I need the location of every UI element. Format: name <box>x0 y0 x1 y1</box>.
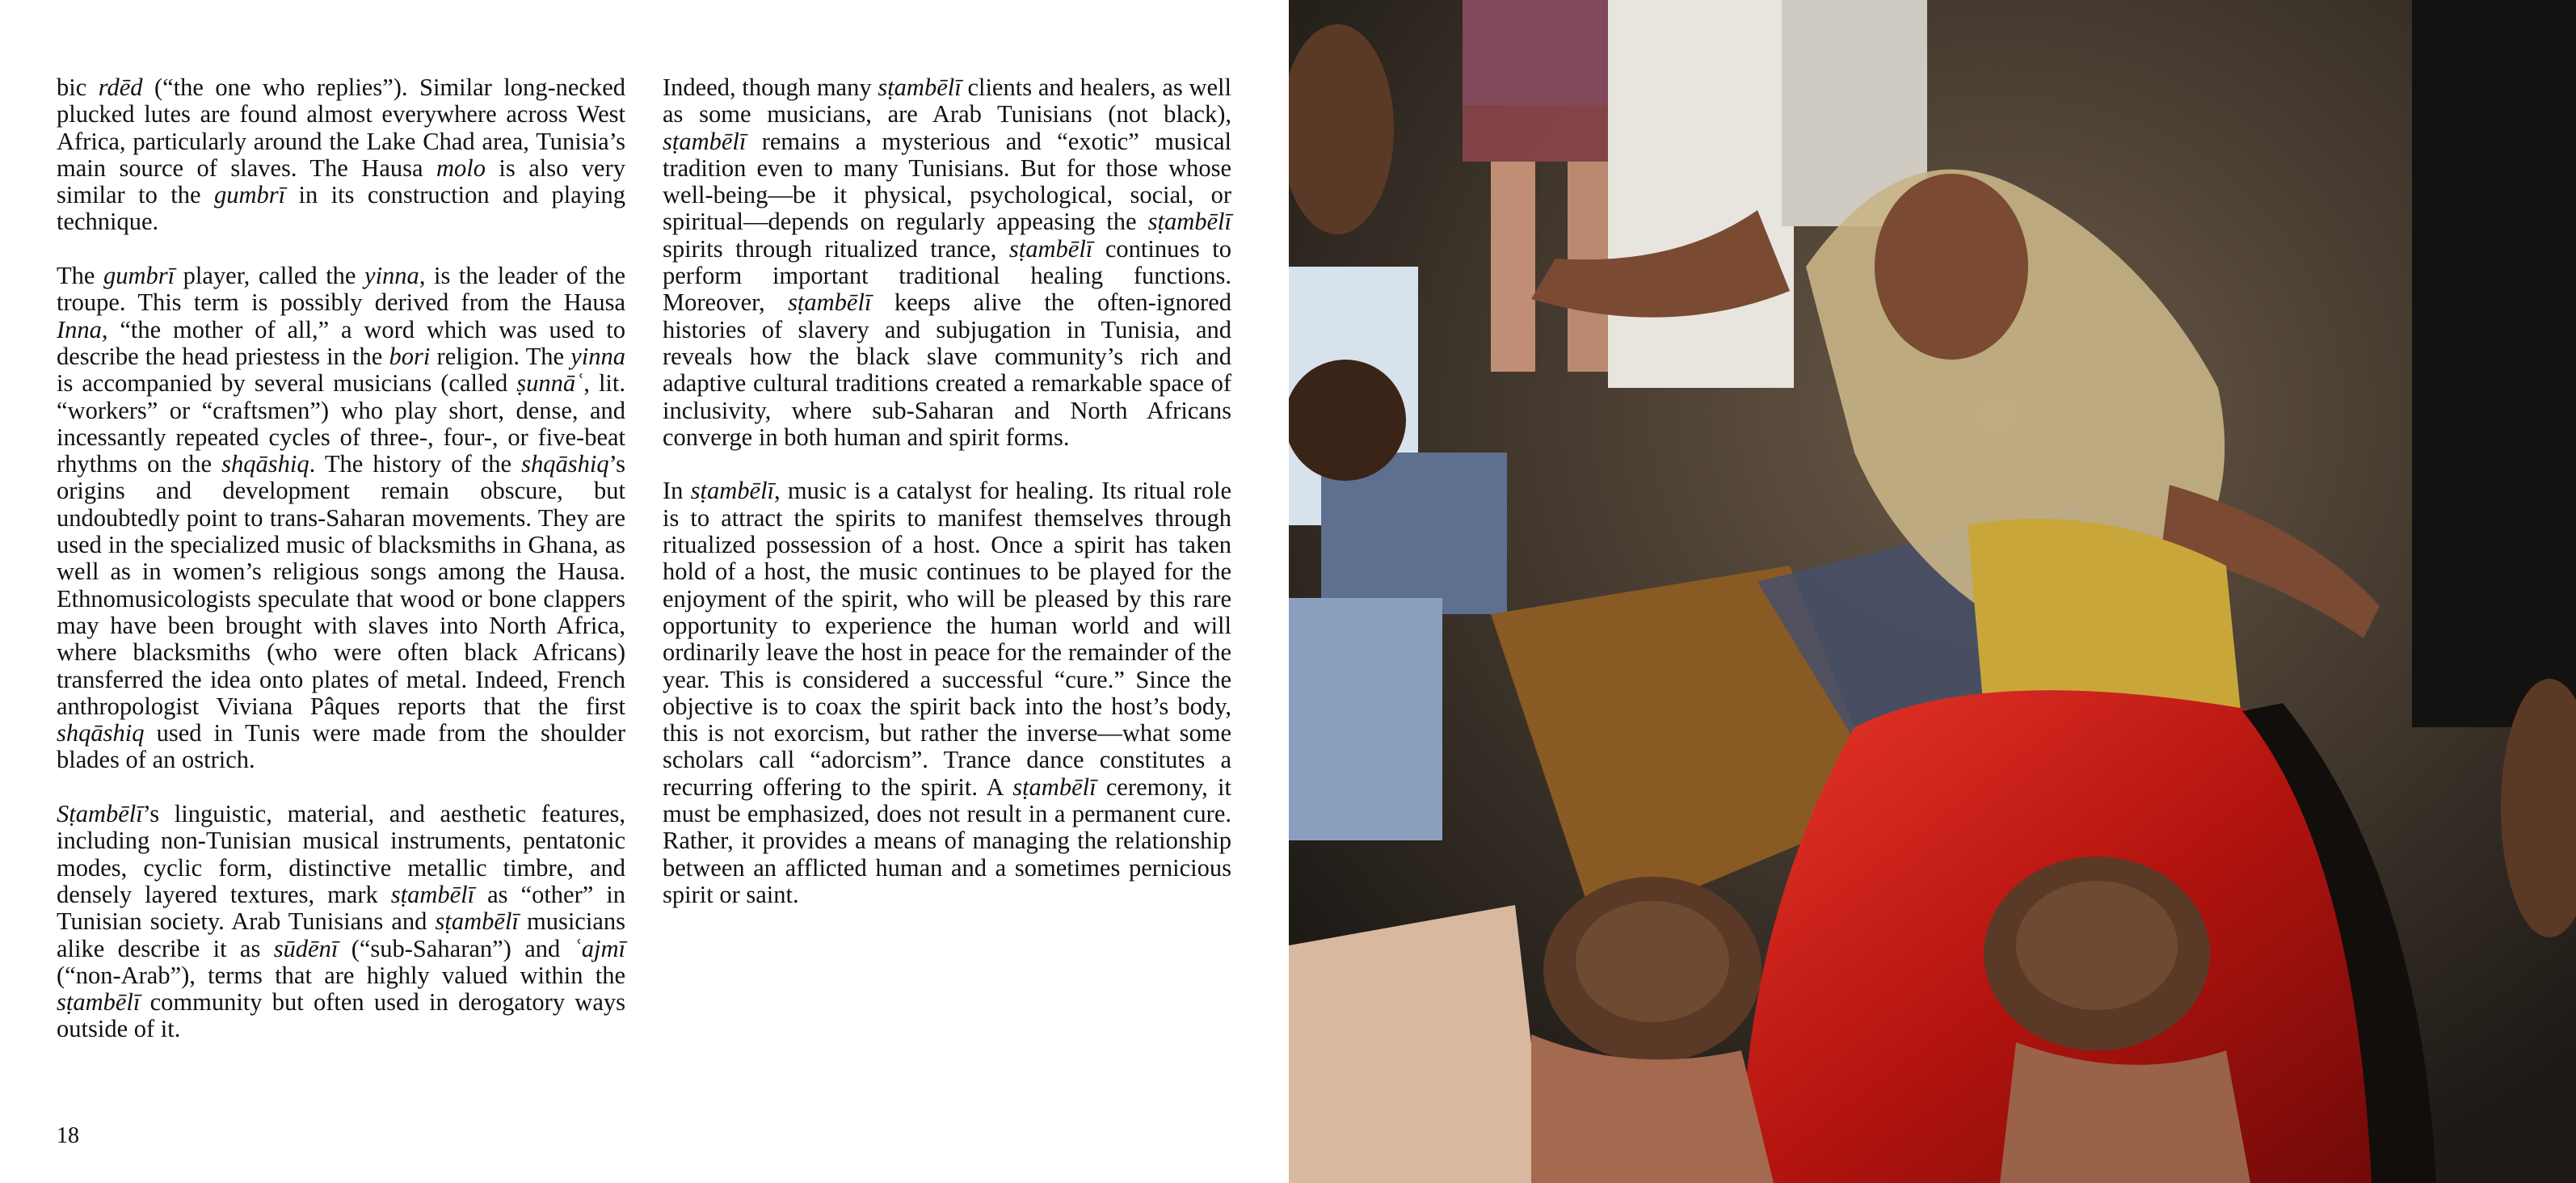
italic-term: shqāshiq <box>221 450 309 478</box>
italic-term: gumbrī <box>213 181 286 209</box>
italic-term: yinna <box>364 262 419 290</box>
italic-term: sṭambēlī <box>878 74 962 101</box>
page-number: 18 <box>57 1123 79 1148</box>
seated-person-legs <box>1289 598 1442 840</box>
italic-term: sṭambēlī <box>690 477 775 505</box>
italic-term: sūdēnī <box>273 934 339 962</box>
italic-term: sṭambēlī <box>1008 234 1093 263</box>
striped-cloth <box>1289 905 1547 1183</box>
italic-term: sṭambēlī <box>663 127 747 155</box>
italic-term: shqāshiq <box>521 450 609 478</box>
italic-term: yinna <box>570 342 625 370</box>
italic-term: ṣunnāʿ <box>516 369 584 398</box>
body-paragraph: bic rdēd (“the one who replies”). Similar long-necked plucked lutes are found almost everywhere across West Africa, particularly around the Lake Chad area, Tunisia’s main source of slaves. The Hausa molo is also very similar to the gumbrī in its construction and playing technique. <box>57 74 625 236</box>
bystander-leg <box>1491 162 1535 372</box>
castanet-right-inner <box>2016 881 2178 1010</box>
photo-illustration <box>1289 0 2576 1183</box>
italic-term: sṭambēlī <box>435 907 519 936</box>
italic-term: gumbrī <box>103 262 175 290</box>
body-paragraph: In sṭambēlī, music is a catalyst for healing. Its ritual role is to attract the spirits to manifest themselves through ritualized possession of a host. Once a spirit has taken hold of a host, the music continues to be played for the enjoyment of the spirit, who will be pleased by this rare opportunity to experience the human world and will ordinarily leave the host in peace for the remainder of the year. This is considered a successful “cure.” Since the objective is to coax the spirit back into the host’s body, this is not exorcism, but rather the inverse—what some scholars call “adorcism”. Trance dance constitutes a recurring offering to the spirit. A sṭambēlī ceremony, it must be emphasized, does not result in a permanent cure. Rather, it provides a means of managing the relationship between an afflicted human and a sometimes pernicious spirit or saint. <box>663 477 1231 908</box>
body-paragraph: The gumbrī player, called the yinna, is the leader of the troupe. This term is possibly derived from the Hausa Inna, “the mother of all,” a word which was used to describe the head priestess in the bori religion. The yinna is accompanied by several musicians (called ṣunnāʿ, lit. “workers” or “craftsmen”) who play short, dense, and incessantly repeated cycles of three-, four-, or five-beat rhythms on the shqāshiq. The history of the shqāshiq’s origins and development remain obscure, but undoubtedly point to trans-Saharan movements. They are used in the specialized music of blacksmiths in Ghana, as well as in women’s religious songs among the Hausa. Ethnomusicologists speculate that wood or bone clappers may have been brought with slaves into North Africa, where blacksmiths (who were often black Africans) transferred the idea onto plates of metal. Indeed, French anthropologist Viviana Pâques reports that the first shqāshiq used in Tunis were made from the shoulder blades of an ostrich. <box>57 262 626 774</box>
italic-term: sṭambēlī <box>57 988 141 1017</box>
text-column-two <box>663 74 1231 908</box>
italic-term: rdēd <box>98 74 143 101</box>
italic-term: sṭambēlī <box>788 288 872 317</box>
robed-figure <box>1608 0 1794 388</box>
italic-term: Inna <box>57 315 102 343</box>
italic-term: sṭambēlī <box>1147 208 1231 236</box>
castanet-left-inner <box>1576 901 1729 1022</box>
body-paragraph: Indeed, though many sṭambēlī clients and healers, as well as some musicians, are Arab Tunisians (not black), sṭambēlī remains a mysterious and “exotic” musical tradition even to many Tunisians. But for those whose well-being—be it physical, psychological, social, or spiritual—depends on regularly appeasing the sṭambēlī spirits through ritualized trance, sṭambēlī continues to perform important traditional healing functions. Moreover, sṭambēlī keeps alive the often-ignored histories of slavery and subjugation in Tunisia, and reveals how the black slave community’s rich and adaptive cultural traditions created a remarkable space of inclusivity, where sub-Saharan and North Africans converge in both human and spirit forms. <box>663 74 1232 451</box>
italic-term: sṭambēlī <box>390 880 475 908</box>
dark-figure <box>2412 0 2576 727</box>
dancer-face <box>1875 174 2028 360</box>
italic-term: ʿajmī <box>573 934 625 962</box>
italic-term: Sṭambēlī <box>57 800 143 828</box>
trance-dancer-photo <box>1289 0 2576 1183</box>
seated-person-head <box>1289 360 1406 481</box>
italic-term: bori <box>389 342 431 370</box>
italic-term: molo <box>436 154 486 182</box>
italic-term: shqāshiq <box>57 719 145 747</box>
body-paragraph: Sṭambēlī’s linguistic, material, and aesthetic features, including non-Tunisian musical instruments, pentatonic modes, cyclic form, distinctive metallic timbre, and densely layered textures, mark sṭambēlī as “other” in Tunisian society. Arab Tunisians and sṭambēlī musicians alike describe it as sūdēnī (“sub-Saharan”) and ʿajmī (“non-Arab”), terms that are highly valued within the sṭambēlī community but often used in derogatory ways outside of it. <box>57 800 625 1043</box>
italic-term: sṭambēlī <box>1012 773 1096 801</box>
text-column-one <box>57 74 625 1043</box>
